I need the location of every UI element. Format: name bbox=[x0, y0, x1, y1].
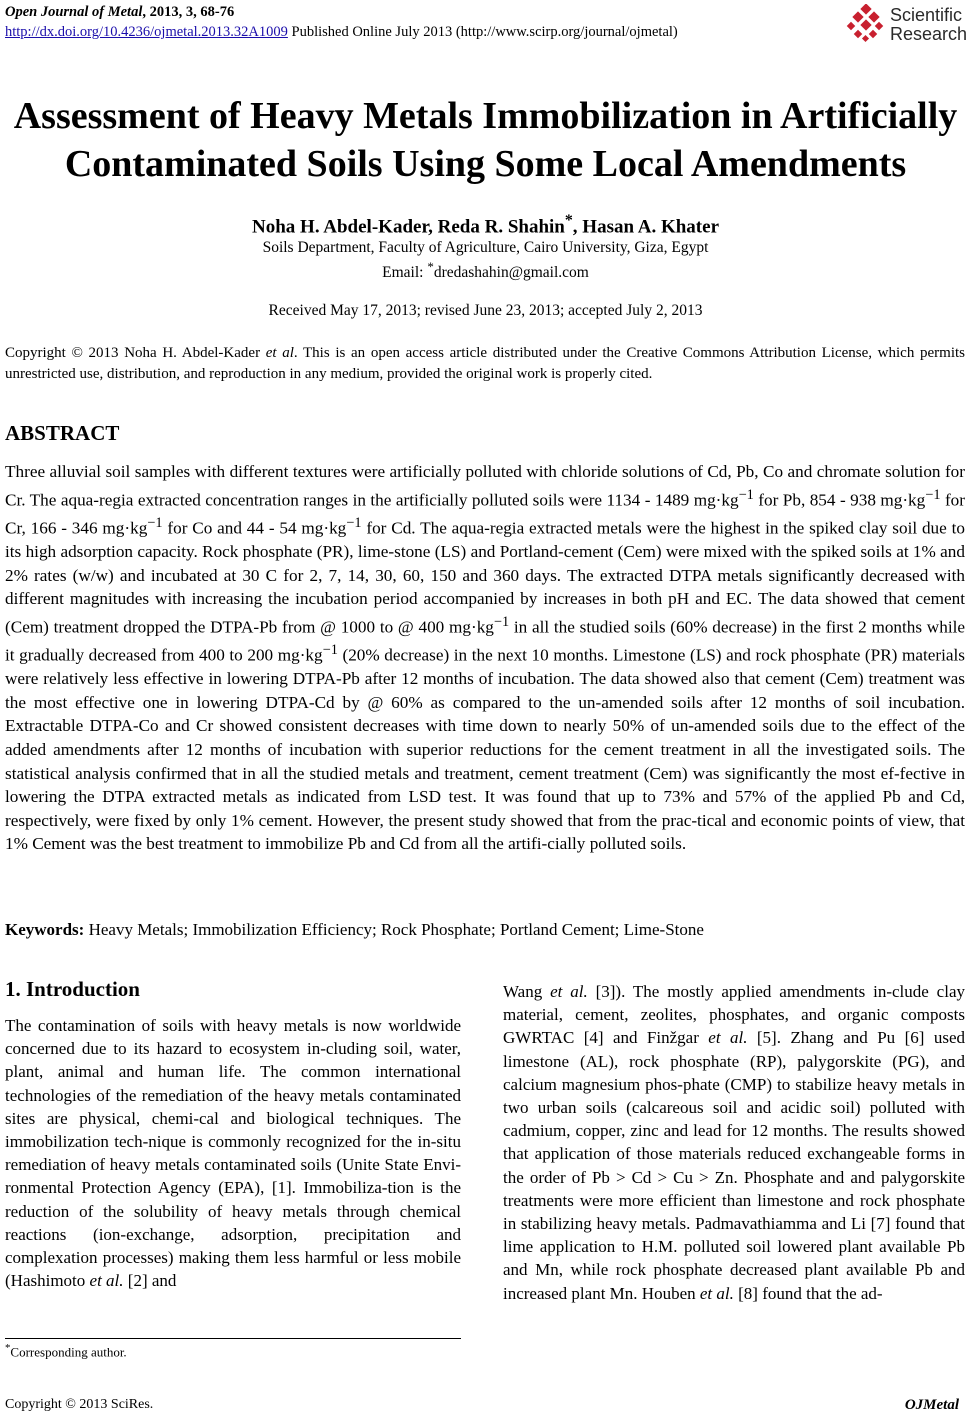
abstract-text: Three alluvial soil samples with different textures were artificially polluted with chloride solutions of Cd, Pb, Co and chromate solution for Cr. The aqua-regia extracted concentration ranges in the artificially polluted soils were 1134 - 1489 mg·kg bbox=[5, 462, 965, 510]
paragraph-text: Wang bbox=[503, 982, 551, 1001]
published-info: Published Online July 2013 (http://www.scirp.org/journal/ojmetal) bbox=[287, 24, 678, 40]
submission-dates: Received May 17, 2013; revised June 23, 2013; accepted July 2, 2013 bbox=[268, 302, 703, 319]
doi-line bbox=[5, 22, 678, 42]
copyright-text-1: Copyright © 2013 Noha H. Abdel-Kader bbox=[5, 345, 266, 361]
doi-link[interactable]: http://dx.doi.org/10.4236/ojmetal.2013.32A1009 bbox=[5, 24, 288, 40]
logo-text-scientific: Scientific bbox=[890, 5, 963, 25]
journal-name: Open Journal of Metal bbox=[5, 4, 143, 20]
footer-copyright: Copyright © 2013 SciRes. bbox=[5, 1397, 154, 1412]
section-heading-introduction: 1. Introduction bbox=[5, 977, 140, 1001]
abstract-text: for Co and 44 - 54 mg·kg bbox=[162, 518, 347, 538]
publisher-logo bbox=[846, 4, 971, 44]
running-header bbox=[5, 2, 678, 42]
abstract-text: (20% decrease) in the next 10 months. Limestone (LS) and rock phosphate (PR) materials were relatively less effective in lowering DTPA-Pb after 12 months of incubation. The data showed also that cement (Cem) treatment was the most effective one in lowering DTPA-Cd by @ 60% as compared to the un-amended soils after 12 months of soil incubation. Extractable DTPA-Co and Cr showed consistent decreases with time down to nearly 50% of un-amended soils due to the effect of the added amendments after 12 months of incubation with superior reductions for the cement treatment in all the investigated soils. The statistical analysis confirmed that in all the studied metals and treatment, cement treatment (Cem) was significantly the most ef-fective in lowering the DTPA extracted metals as indicated from LSD test. It was found that up to 73% and 57% of the applied Pb and Cd, respectively, were fixed by only 1% cement. However, the present study showed that from the prac-tical and economic points of view, that 1% Cement was the best treatment to immobilize Pb and Cd from all the artifi-cially polluted soils. bbox=[5, 645, 965, 854]
title-line-1: Assessment of Heavy Metals Immobilization in Artificially bbox=[13, 95, 958, 137]
abstract-text: for Cr, 166 - 346 mg·kg bbox=[5, 490, 965, 538]
abstract-text: for Pb, 854 - 938 mg·kg bbox=[753, 490, 926, 510]
intro-left-column bbox=[5, 1014, 461, 1292]
contact-email bbox=[0, 259, 971, 282]
email-address: dredashahin@gmail.com bbox=[433, 264, 589, 282]
footnote-text: Corresponding author. bbox=[10, 1344, 127, 1360]
paragraph-text: [3]). The mostly applied amendments in-clude clay material, cement, zeolites, phosphates, and organic composts GWRTAC [4] and Finžgar bbox=[503, 982, 965, 1048]
scientific-research-logo-icon bbox=[846, 4, 888, 44]
etal: et al. bbox=[550, 982, 588, 1001]
footer-journal-abbrev: OJMetal bbox=[904, 1397, 959, 1413]
paper-title bbox=[0, 92, 971, 188]
unit-exponent: −1 bbox=[322, 642, 338, 659]
email-mark: * bbox=[427, 259, 434, 274]
abstract-text: in all the studied soils (60% decrease) in the first 2 months while it gradually decreased from 400 to 200 mg·kg bbox=[5, 617, 965, 665]
corresponding-mark: * bbox=[564, 212, 573, 229]
unit-exponent: −1 bbox=[493, 613, 510, 630]
footnote-divider bbox=[5, 1338, 461, 1339]
etal: et al. bbox=[708, 1028, 748, 1048]
copyright-text-2: . This is an open access article distributed under the Creative Commons Attribution License, which permits unrestricted use, distribution, and reproduction in any medium, provided the original work is properly cited. bbox=[5, 345, 965, 382]
etal: et al. bbox=[699, 1283, 734, 1303]
abstract-heading: ABSTRACT bbox=[5, 421, 120, 445]
journal-citation bbox=[5, 2, 678, 22]
authors-part-1: Noha H. Abdel-Kader, Reda R. Shahin bbox=[252, 216, 565, 238]
title-line-2: Contaminated Soils Using Some Local Amendments bbox=[64, 143, 907, 185]
affiliation: Soils Department, Faculty of Agriculture, Cairo University, Giza, Egypt bbox=[262, 239, 709, 256]
logo-text-research: Research bbox=[890, 24, 968, 44]
etal: et al. bbox=[89, 1271, 124, 1291]
unit-exponent: −1 bbox=[738, 486, 754, 503]
paragraph-text: [8] found that the ad- bbox=[733, 1283, 883, 1303]
unit-exponent: −1 bbox=[925, 486, 941, 503]
authors-part-2: , Hasan A. Khater bbox=[572, 216, 719, 238]
email-label: Email: bbox=[382, 264, 428, 282]
paragraph-text: [5]. Zhang and Pu [6] used limestone (AL), rock phosphate (RP), palygorskite (PG), and calcium magnesium phos-phate (CMP) to stabilize heavy metals in two urban soils (calcareous soil and acidic soil) polluted with cadmium, copper, zinc and lead for 12 months. The results showed that application of those materials reduced exchangeable forms in the order of Pb > Cd > Cu > Zn. Phosphate and and palygorskite treatments were more efficient than limestone and rock phosphate in stabilizing heavy metals. Padmavathiamma and Li [7] found that lime application to H.M. polluted soil lowered plant available Pb and Mn, while rock phosphate decreased plant available Pb and increased plant Mn. Houben bbox=[503, 1028, 965, 1303]
keywords-label: Keywords: bbox=[5, 920, 85, 939]
unit-exponent: −1 bbox=[147, 514, 163, 531]
keywords-text: Heavy Metals; Immobilization Efficiency; Rock Phosphate; Portland Cement; Lime-Stone bbox=[84, 920, 704, 939]
keywords bbox=[5, 920, 965, 940]
intro-right-column bbox=[503, 980, 965, 1305]
copyright-etal: et al bbox=[265, 345, 294, 361]
footnote bbox=[5, 1342, 127, 1360]
author-list bbox=[0, 212, 971, 238]
abstract-body bbox=[5, 460, 965, 856]
copyright-notice bbox=[5, 343, 965, 385]
paragraph-text: [2] and bbox=[123, 1271, 177, 1291]
abstract-text: for Cd. The aqua-regia extracted metals were the highest in the spiked clay soil due to its high adsorption capacity. Rock phosphate (PR), lime-stone (LS) and Portland-cement (Cem) were mixed with the spiked soils at 1% and 2% rates (w/w) and incubated at 30 C for 2, 7, 14, 30, 60, 150 and 360 days. The extracted DTPA metals significantly decreased with different magnitudes with increasing the incubation period accompanied by increases in both pH and EC. The data showed that cement (Cem) treatment dropped the DTPA-Pb from @ 1000 to @ 400 mg·kg bbox=[5, 518, 965, 637]
unit-exponent: −1 bbox=[346, 514, 362, 531]
paragraph-text: The contamination of soils with heavy metals is now worldwide concerned due to its hazard to ecosystem in-cluding soil, water, plant, animal and human life. The common international technologies of the remediation of the heavy metals contaminated sites are physical, chemi-cal and biological techniques. The immobilization tech-nique is commonly recognized for the in-situ remediation of heavy metals contaminated soils (Unite State Envi-ronmental Protection Agency (EPA), [1]. Immobiliza-tion is the reduction of the solubility of heavy metals through chemical reactions (ion-exchange, adsorption, precipitation and complexation processes) making them less harmful or less mobile (Hashimoto bbox=[5, 1016, 461, 1291]
journal-volume: , 2013, 3, 68-76 bbox=[142, 4, 235, 20]
footnote-mark: * bbox=[5, 1342, 11, 1354]
